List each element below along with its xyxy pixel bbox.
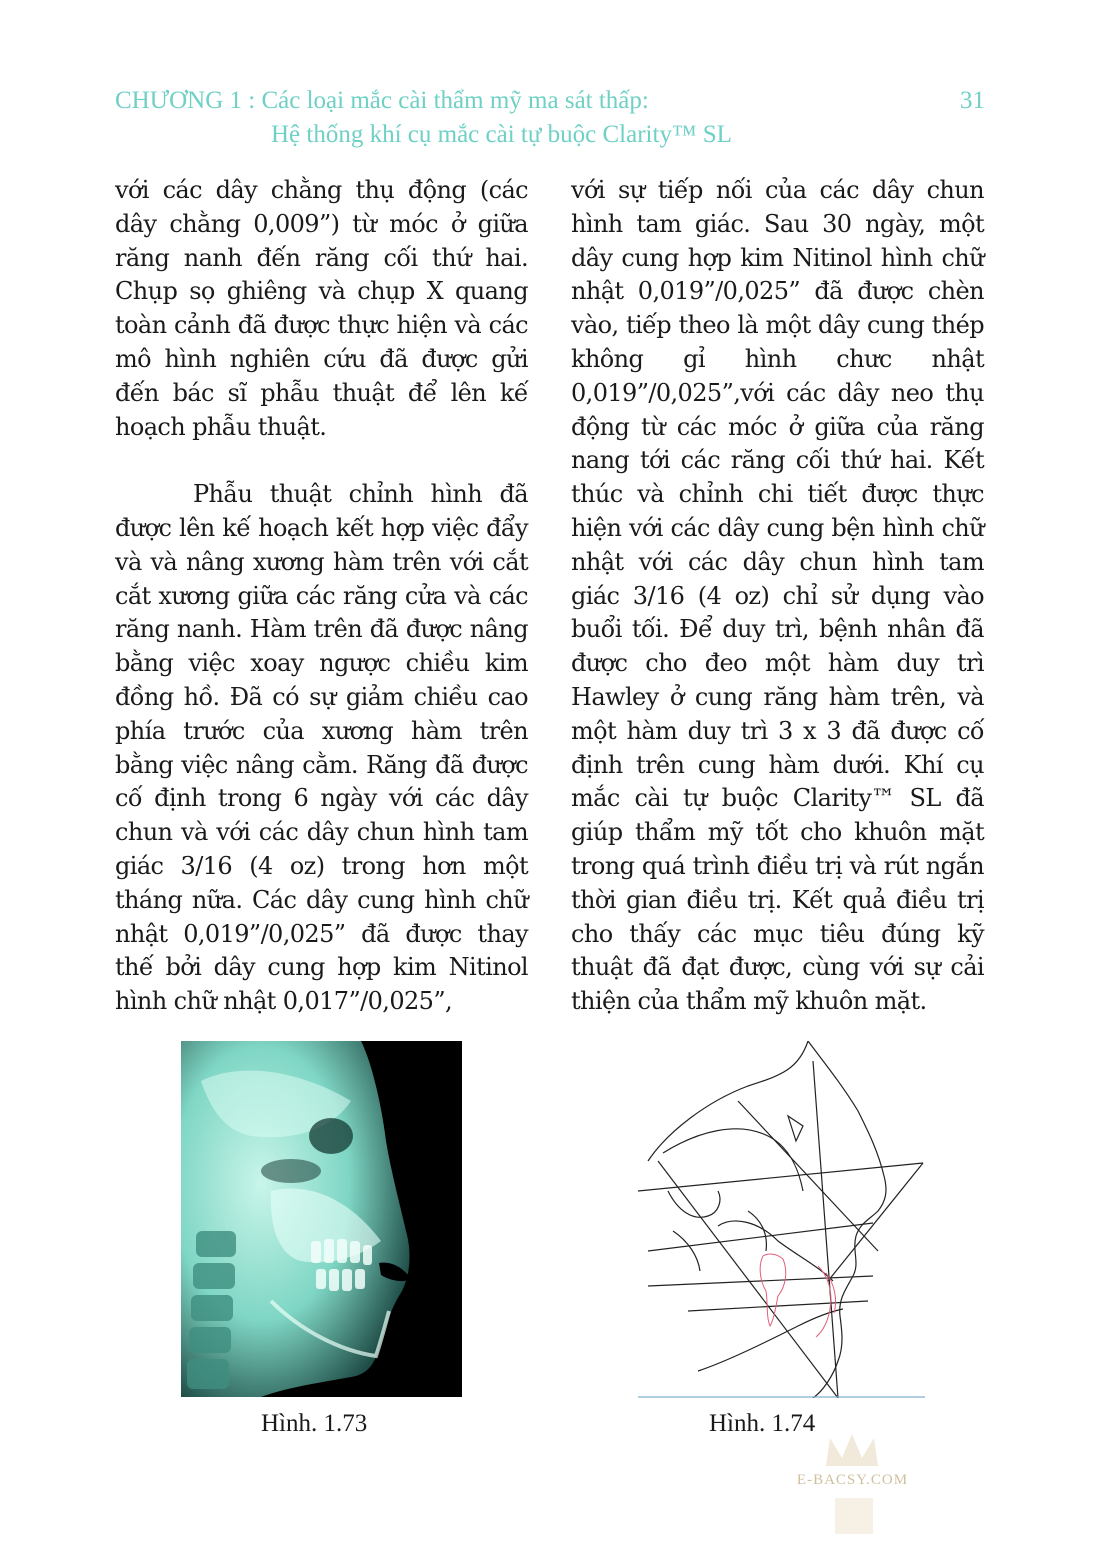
chapter-title: CHƯƠNG 1 : Các loại mắc cài thẩm mỹ ma sát thấp: [115,87,649,114]
paragraph: Phẫu thuật chỉnh hình đã được lên kế hoạch kết hợp việc đẩy và và nâng xương hàm trên với cắt cắt xương giữa các răng cửa và các răng nanh. Hàm trên đã được nâng bằng việc xoay ngược chiều kim đồng hồ. Đã có sự giảm chiều cao phía trước của xương hàm trên bằng việc nâng cằm. Răng đã được cố định trong 6 ngày với các dây chun và với các dây chun hình tam giác 3/16 (4 oz) trong hơn một tháng nữa. Các dây cung hình chữ nhật 0,019”/0,025” đã được thay thế bởi dây cung hợp kim Nitinol hình chữ nhật 0,017”/0,025”, [115,480,528,1016]
left-column [115,174,528,1019]
right-column [571,174,984,1019]
chapter-subtitle: Hệ thống khí cụ mắc cài tự buộc Clarity™ SL [271,121,732,148]
tracing-figure [638,1041,925,1398]
figure-caption: Hình. 1.74 [709,1410,816,1437]
xray-figure [181,1041,462,1397]
paragraph: với sự tiếp nối của các dây chun hình tam giác. Sau 30 ngày, một dây cung hợp kim Nitinol hình chữ nhật 0,019”/0,025” đã được chèn vào, tiếp theo là một dây cung thép không gỉ hình chưc nhật 0,019”/0,025”,với các dây neo thụ động từ các móc ở giữa của răng nang tới các răng cối thứ hai. Kết thúc và chỉnh chi tiết được thực hiện với các dây cung bện hình chữ nhật với các dây chun hình tam giác 3/16 (4 oz) chỉ sử dụng vào buổi tối. Để duy trì, bệnh nhân đã được cho đeo một hàm duy trì Hawley ở cung răng hàm trên, và một hàm duy trì 3 x 3 đã được cố định trên cung hàm dưới. Khí cụ mắc cài tự buộc Clarity™ SL đã giúp thẩm mỹ tốt cho khuôn mặt trong quá trình điều trị và rút ngắn thời gian điều trị. Kết quả điều trị cho thấy các mục tiêu đúng kỹ thuật đã đạt được, cùng với sự cải thiện của thẩm mỹ khuôn mặt. [571,176,984,1016]
figure-caption: Hình. 1.73 [261,1410,368,1437]
watermark-text: E-BACSY.COM [796,1472,909,1488]
page-number: 31 [960,87,985,114]
paragraph: với các dây chằng thụ động (các dây chằng 0,009”) từ móc ở giữa răng nanh đến răng cối thứ hai. Chụp sọ ghiêng và chụp X quang toàn cảnh đã được thực hiện và các mô hình nghiên cứu đã được gửi đến bác sĩ phẫu thuật để lên kế hoạch phẫu thuật. [115,176,528,441]
xray-image [181,1041,462,1397]
watermark [790,1428,915,1538]
tracing-image [638,1041,925,1398]
